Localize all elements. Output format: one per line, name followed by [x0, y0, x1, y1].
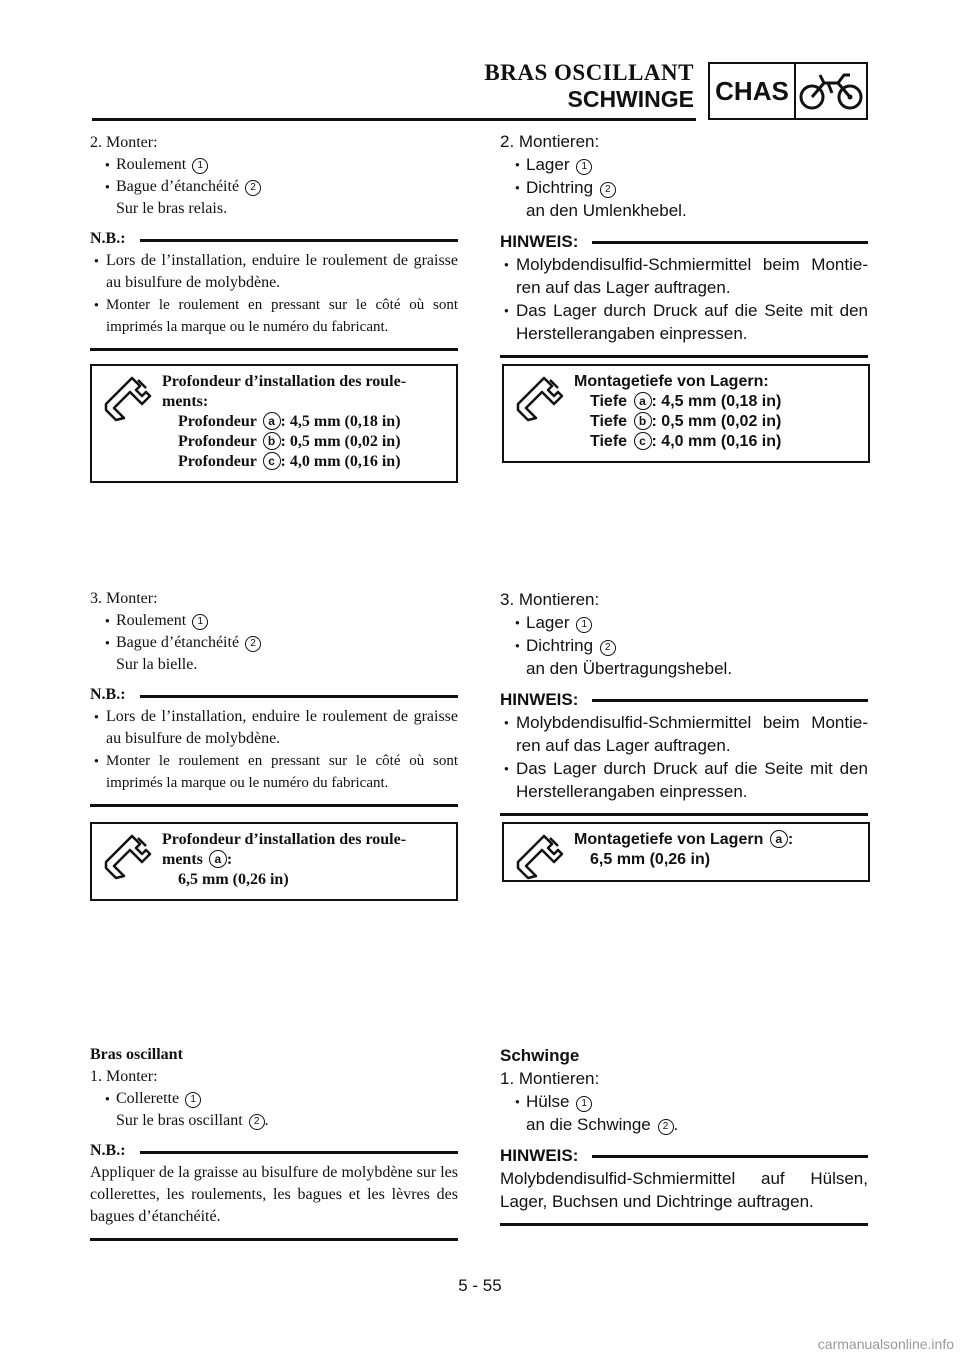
- fr-spec-title: ments:: [162, 393, 209, 410]
- ref-2: 2: [600, 640, 616, 656]
- fr-section-3: [90, 1044, 458, 1241]
- fr-section-1: [90, 132, 458, 351]
- fr-spec-box-1: [90, 364, 458, 483]
- de-spec-depth-b: Tiefe b : 0,5 mm (0,02 in): [590, 413, 782, 430]
- de-note: ● Das Lager durch Druck auf die Seite mit den Herstellerangaben einpressen.: [506, 757, 868, 803]
- watermark: carmanualsonline.info: [817, 1336, 954, 1352]
- de-end-rule: [500, 355, 868, 358]
- de-hinweis-heading: HINWEIS:: [500, 230, 868, 253]
- de-spec-title: Montagetiefe von Lagern:: [574, 373, 769, 390]
- fr-nb-heading: N.B.:: [90, 684, 458, 706]
- ref-1: 1: [576, 159, 592, 175]
- de-hinweis-heading: HINWEIS:: [500, 1144, 868, 1167]
- ref-1: 1: [192, 614, 208, 630]
- de-spec-depth: 6,5 mm (0,26 in): [590, 851, 711, 868]
- ref-b: b: [634, 412, 652, 430]
- caliper-icon: [514, 832, 564, 882]
- de-section-2: [500, 588, 868, 816]
- ref-2: 2: [245, 180, 261, 196]
- de-spec-box-1: [502, 364, 870, 463]
- de-spec-title: Montagetiefe von Lagern a :: [574, 831, 794, 848]
- de-spec-depth-c: Tiefe c : 4,0 mm (0,16 in): [590, 433, 782, 450]
- ref-b: b: [263, 432, 281, 450]
- motorcycle-icon: [796, 64, 866, 118]
- fr-spec-box-2: [90, 822, 458, 901]
- de-note: ● Molybdendisulfid-Schmiermittel beim Montie-ren auf das Lager auftragen.: [506, 253, 868, 299]
- fr-nb-heading: N.B.:: [90, 1140, 458, 1162]
- ref-2: 2: [249, 1114, 265, 1130]
- section-badge-label: CHAS: [710, 64, 796, 118]
- fr-step-2: 2. Monter:: [90, 134, 158, 151]
- caliper-icon: [102, 832, 152, 882]
- fr-target: Sur la bielle.: [116, 656, 198, 673]
- ref-1: 1: [576, 1096, 592, 1112]
- de-target: an den Übertragungshebel.: [526, 659, 733, 678]
- ref-a: a: [263, 412, 281, 430]
- fr-item-seal: ● Bague d’étanchéité 2: [90, 176, 458, 198]
- de-target: an die Schwinge 2 .: [526, 1115, 679, 1134]
- de-item-collar: ● Hülse 1: [500, 1090, 868, 1113]
- fr-swingarm-heading: Bras oscillant: [90, 1046, 183, 1063]
- ref-a: a: [770, 830, 788, 848]
- fr-spec-depth-b: Profondeur b : 0,5 mm (0,02 in): [178, 433, 401, 450]
- de-note: ● Das Lager durch Druck auf die Seite mit den Herstellerangaben einpressen.: [506, 299, 868, 345]
- ref-c: c: [634, 432, 652, 450]
- fr-step-1: 1. Monter:: [90, 1068, 158, 1085]
- de-section-1: [500, 130, 868, 358]
- fr-item-collar: ● Collerette 1: [90, 1088, 458, 1110]
- fr-spec-title: ments a :: [162, 851, 233, 868]
- ref-a: a: [209, 850, 227, 868]
- fr-note: ● Monter le roulement en pressant sur le côté où sont imprimés la marque ou le numéro du fabricant.: [96, 750, 458, 794]
- de-section-3: [500, 1044, 868, 1226]
- fr-note: Appliquer de la graisse au bisulfure de molybdène sur les collerettes, les roulements, les bagues et les lèvres des bagues d’étanchéité.: [90, 1164, 458, 1225]
- fr-note: ● Monter le roulement en pressant sur le côté où sont imprimés la marque ou le numéro du fabricant.: [96, 294, 458, 338]
- header-rule: [92, 118, 696, 121]
- ref-1: 1: [576, 617, 592, 633]
- de-target: an den Umlenkhebel.: [526, 201, 687, 220]
- de-end-rule: [500, 1223, 868, 1226]
- de-item-seal: ● Dichtring 2: [500, 176, 868, 199]
- ref-2: 2: [245, 636, 261, 652]
- de-step-2: 2. Montieren:: [500, 132, 600, 151]
- fr-spec-depth-a: Profondeur a : 4,5 mm (0,18 in): [178, 413, 401, 430]
- fr-item-seal: ● Bague d’étanchéité 2: [90, 632, 458, 654]
- de-item-bearing: ● Lager 1: [500, 153, 868, 176]
- fr-target: Sur le bras relais.: [116, 200, 228, 217]
- fr-step-3: 3. Monter:: [90, 590, 158, 607]
- fr-nb-heading: N.B.:: [90, 228, 458, 250]
- section-badge: [708, 62, 868, 120]
- fr-spec-title: Profondeur d’installation des roule-: [162, 831, 407, 848]
- fr-end-rule: [90, 804, 458, 807]
- caliper-icon: [514, 374, 564, 424]
- de-step-1: 1. Montieren:: [500, 1069, 600, 1088]
- de-swingarm-heading: Schwinge: [500, 1046, 580, 1065]
- de-spec-box-2: [502, 822, 870, 882]
- fr-end-rule: [90, 348, 458, 351]
- fr-spec-depth-c: Profondeur c : 4,0 mm (0,16 in): [178, 453, 401, 470]
- de-end-rule: [500, 813, 868, 816]
- page-number: 5 - 55: [458, 1276, 502, 1295]
- ref-2: 2: [600, 182, 616, 198]
- de-note: ● Molybdendisulfid-Schmiermittel beim Montie-ren auf das Lager auftragen.: [506, 711, 868, 757]
- fr-item-bearing: ● Roulement 1: [90, 610, 458, 632]
- de-spec-depth-a: Tiefe a : 4,5 mm (0,18 in): [590, 393, 782, 410]
- fr-end-rule: [90, 1238, 458, 1241]
- de-hinweis-heading: HINWEIS:: [500, 688, 868, 711]
- de-note: Molybdendisulfid-Schmiermittel auf Hülsen, Lager, Buchsen und Dichtringe auftragen.: [500, 1169, 868, 1211]
- caliper-icon: [102, 374, 152, 424]
- fr-note: ● Lors de l’installation, enduire le roulement de graisse au bisulfure de molybdène.: [96, 250, 458, 294]
- fr-target: Sur le bras oscillant 2 .: [116, 1112, 269, 1129]
- de-step-3: 3. Montieren:: [500, 590, 600, 609]
- de-item-seal: ● Dichtring 2: [500, 634, 868, 657]
- ref-a: a: [634, 392, 652, 410]
- fr-spec-title: Profondeur d’installation des roule-: [162, 373, 407, 390]
- ref-1: 1: [192, 158, 208, 174]
- ref-c: c: [263, 452, 281, 470]
- fr-section-2: [90, 588, 458, 807]
- ref-1: 1: [185, 1092, 201, 1108]
- header-title-fr: BRAS OSCILLANT: [484, 60, 694, 85]
- ref-2: 2: [658, 1119, 674, 1135]
- fr-item-bearing: ● Roulement 1: [90, 154, 458, 176]
- header-title-de: SCHWINGE: [567, 86, 694, 112]
- fr-note: ● Lors de l’installation, enduire le roulement de graisse au bisulfure de molybdène.: [96, 706, 458, 750]
- de-item-bearing: ● Lager 1: [500, 611, 868, 634]
- fr-spec-depth: 6,5 mm (0,26 in): [178, 871, 289, 888]
